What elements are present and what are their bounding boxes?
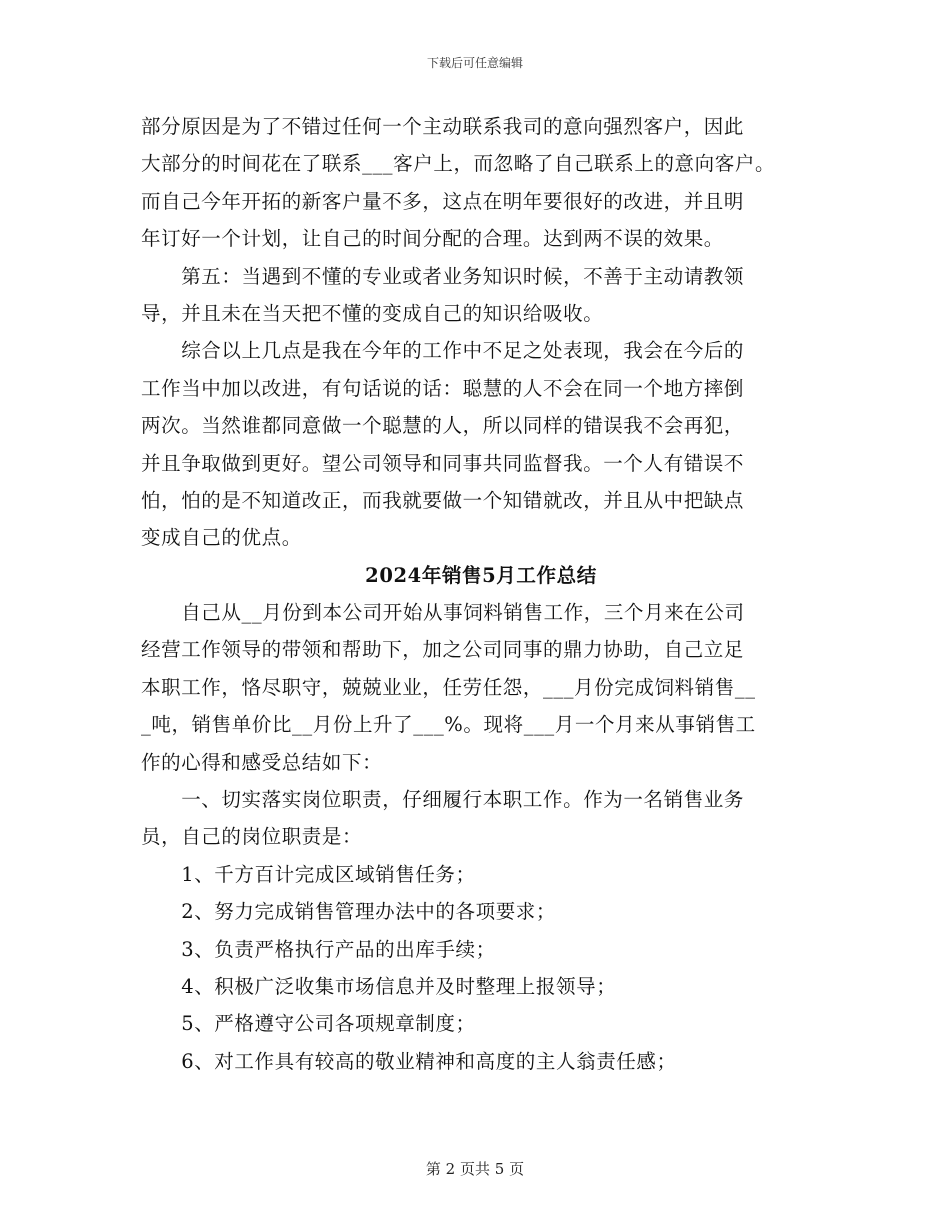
text-line: 两次。当然谁都同意做一个聪慧的人，所以同样的错误我不会再犯， [141,414,745,438]
text-line: 自己从__月份到本公司开始从事饲料销售工作，三个月来在公司 [141,601,745,625]
list-item: 1、千方百计完成区域销售任务； [141,862,476,886]
page-footer: 第 2 页共 5 页 [425,1160,525,1178]
text-line: 经营工作领导的带领和帮助下，加之公司同事的鼎力协助，自己立足 [141,638,745,662]
text-line: 作的心得和感受总结如下： [141,750,383,774]
list-item: 4、积极广泛收集市场信息并及时整理上报领导； [141,974,617,998]
text-line: 员，自己的岗位职责是： [141,825,363,849]
text-line: 年订好一个计划，让自己的时间分配的合理。达到两不误的效果。 [141,227,724,251]
list-item: 6、对工作具有较高的敬业精神和高度的主人翁责任感； [141,1049,677,1073]
document-body [141,108,821,1080]
text-line: 变成自己的优点。 [141,526,302,550]
text-line: 而自己今年开拓的新客户量不多，这点在明年要很好的改进，并且明 [141,189,745,213]
text-line: 本职工作，恪尽职守，兢兢业业，任劳任怨，___月份完成饲料销售__ [141,675,756,699]
text-line: 部分原因是为了不错过任何一个主动联系我司的意向强烈客户，因此 [141,115,745,138]
text-line: 综合以上几点是我在今年的工作中不足之处表现，我会在今后的 [141,339,745,363]
text-line: 并且争取做到更好。望公司领导和同事共同监督我。一个人有错误不 [141,451,745,475]
text-line: 一、切实落实岗位职责，仔细履行本职工作。作为一名销售业务 [141,788,745,812]
text-line: 工作当中加以改进，有句话说的话：聪慧的人不会在同一个地方摔倒 [141,376,745,400]
text-line: 导，并且未在当天把不懂的变成自己的知识给吸收。 [141,301,604,325]
section-title: 2024年销售5月工作总结 [365,563,597,587]
text-line: 怕，怕的是不知道改正，而我就要做一个知错就改，并且从中把缺点 [141,488,745,512]
text-line: 大部分的时间花在了联系___客户上，而忽略了自己联系上的意向客户。 [141,152,776,176]
list-item: 2、努力完成销售管理办法中的各项要求； [141,900,557,924]
page-header: 下载后可任意编辑 [426,56,523,70]
text-line: 第五：当遇到不懂的专业或者业务知识时候，不善于主动请教领 [141,264,745,288]
list-item: 5、严格遵守公司各项规章制度； [141,1012,476,1036]
list-item: 3、负责严格执行产品的出库手续； [141,937,496,961]
text-line: _吨，销售单价比__月份上升了___%。现将___月一个月来从事销售工 [141,713,756,737]
